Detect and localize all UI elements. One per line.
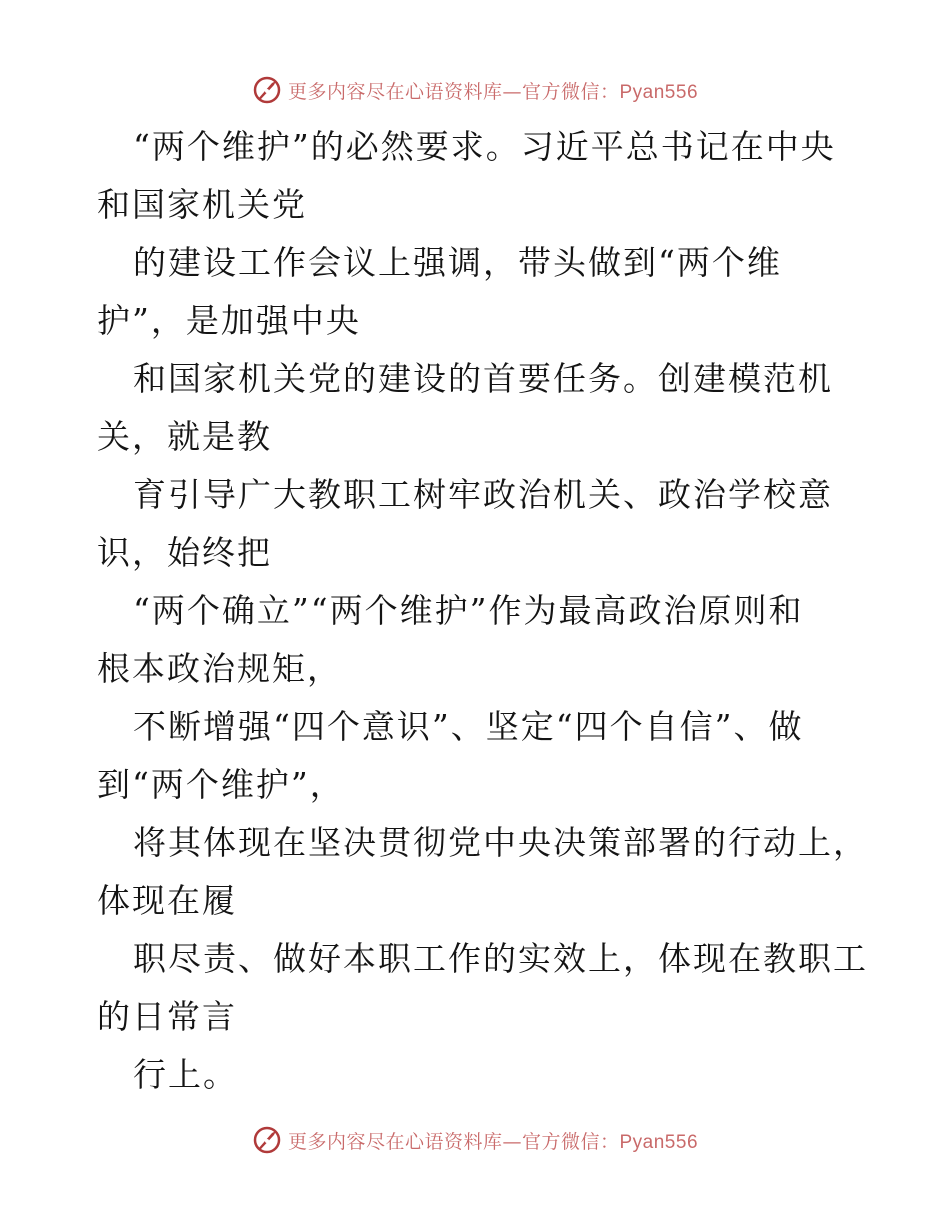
header-watermark-id: Pyan556 [619, 81, 699, 103]
footer-watermark-text: 更多内容尽在心语资料库—官方微信：Pyan556 [287, 1130, 699, 1153]
header-watermark [0, 70, 950, 110]
text-line-17: 行上。 [133, 1055, 238, 1094]
footer-watermark [0, 1120, 950, 1160]
text-line-14: 体现在履 [97, 881, 237, 920]
text-line-15: 职尽责、做好本职工作的实效上，体现在教职工 [133, 939, 868, 978]
text-line-3: 的建设工作会议上强调，带头做到“两个维 [133, 243, 782, 282]
text-line-7: 育引导广大教职工树牢政治机关、政治学校意 [133, 475, 833, 514]
text-line-6: 关，就是教 [97, 417, 272, 456]
quill-logo-icon [252, 75, 282, 105]
text-line-5: 和国家机关党的建设的首要任务。创建模范机 [133, 359, 833, 398]
text-line-13: 将其体现在坚决贯彻党中央决策部署的行动上， [133, 823, 868, 862]
text-line-8: 识，始终把 [97, 533, 272, 572]
text-line-4: 护”，是加强中央 [97, 301, 361, 340]
text-line-12: 到“两个维护”， [97, 765, 345, 804]
text-line-1: “两个维护”的必然要求。习近平总书记在中央 [133, 127, 836, 166]
text-line-2: 和国家机关党 [97, 185, 307, 224]
quill-logo-icon [252, 1125, 282, 1155]
header-watermark-text: 更多内容尽在心语资料库—官方微信：Pyan556 [287, 80, 699, 103]
footer-watermark-id: Pyan556 [619, 1131, 699, 1153]
text-line-10: 根本政治规矩， [97, 649, 342, 688]
text-line-9: “两个确立”“两个维护”作为最高政治原则和 [133, 591, 804, 630]
text-line-16: 的日常言 [97, 997, 237, 1036]
document-body [97, 118, 868, 1104]
text-line-11: 不断增强“四个意识”、坚定“四个自信”、做 [133, 707, 804, 746]
